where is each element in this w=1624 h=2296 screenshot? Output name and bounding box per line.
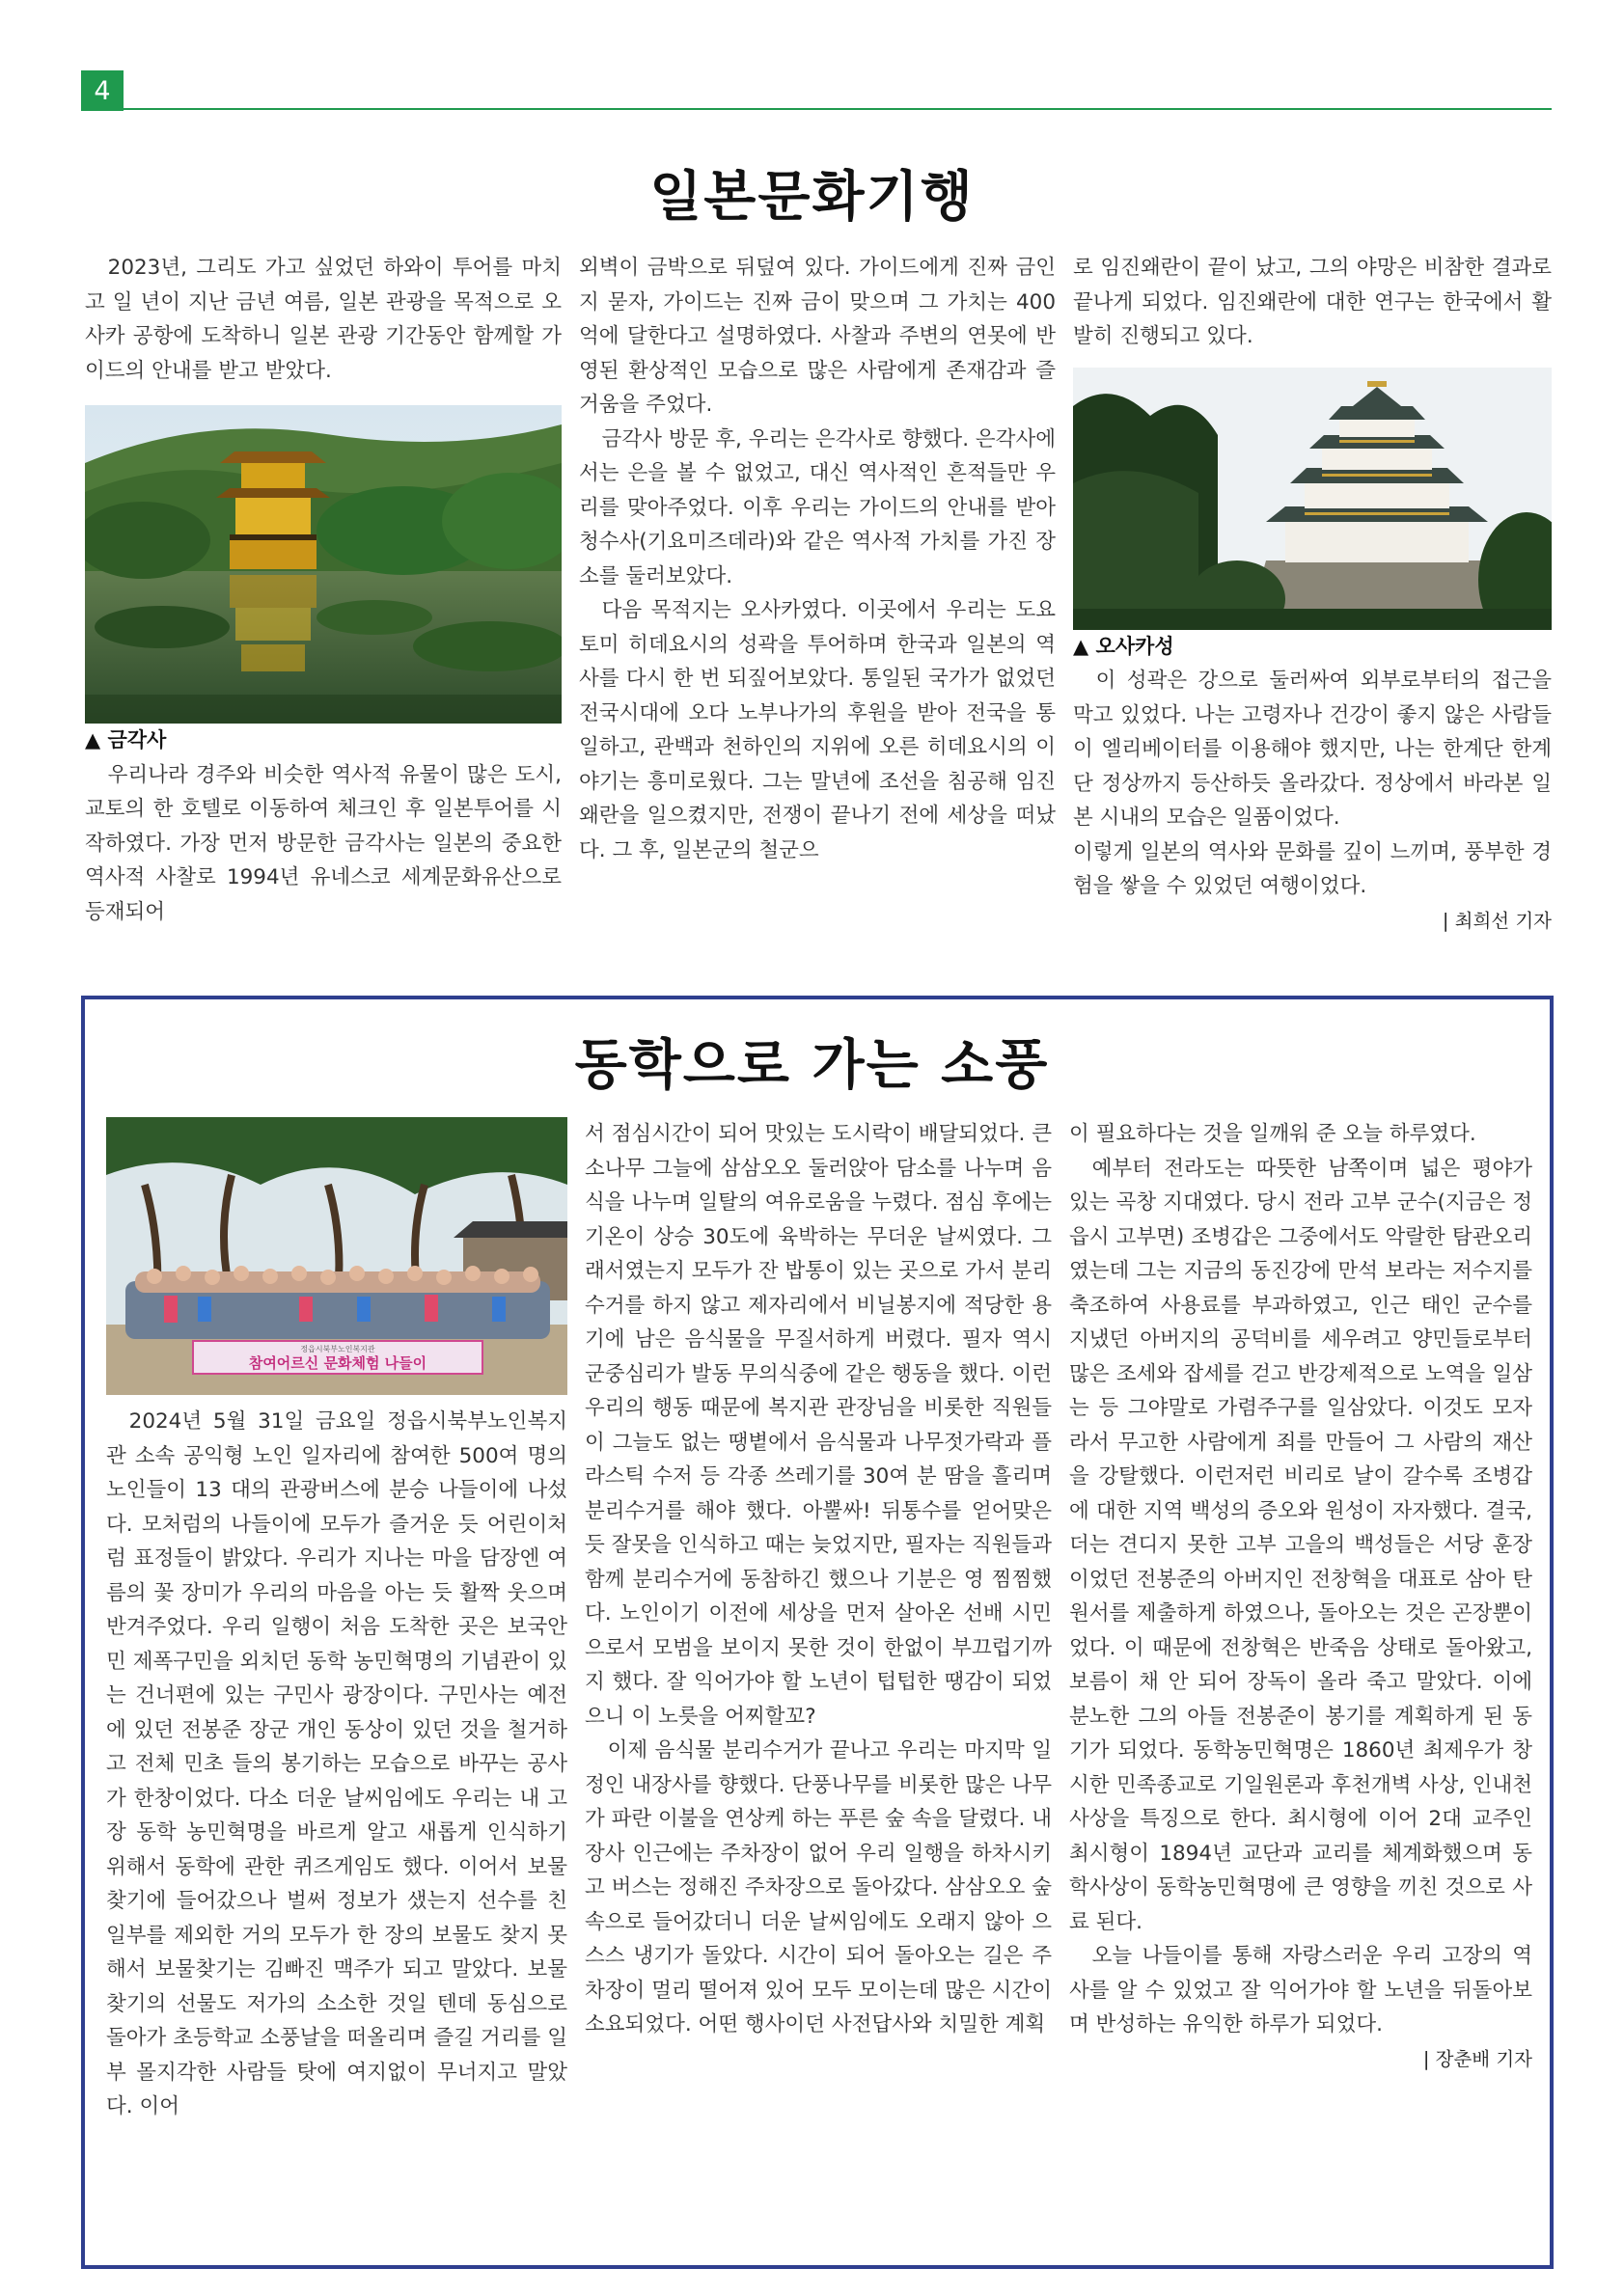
group-outing-photo	[106, 1117, 567, 1395]
article1-paragraph: 이렇게 일본의 역사와 문화를 깊이 느끼며, 풍부한 경험을 쌓을 수 있었던 여행이었다.	[1073, 839, 1552, 898]
article2-column-1	[106, 1117, 567, 2124]
header-rule	[124, 108, 1552, 110]
article1-paragraph: 로 임진왜란이 끝이 났고, 그의 야망은 비참한 결과로 끝나게 되었다. 임진왜란에 대한 연구는 한국에서 활발히 진행되고 있다.	[1073, 256, 1552, 348]
article1-byline: | 최희선 기자	[1442, 909, 1552, 932]
article1-title: 일본문화기행	[649, 166, 975, 229]
article1-column-2	[579, 251, 1056, 867]
article2-column-3	[1069, 1117, 1532, 2076]
article1-column-1	[85, 251, 562, 929]
banner-text: 참여어르신 문화체험 나들이	[248, 1354, 427, 1372]
article2-column-2	[585, 1117, 1052, 2042]
article2-paragraph: 예부터 전라도는 따뜻한 남쪽이며 넓은 평야가 있는 곡창 지대였다. 당시 전라 고부 군수(지금은 정읍시 고부면) 조병갑은 그중에서도 악랄한 탐관오리였는데 그는 지금의 동진강에 만석 보라는 저수지를 축조하여 사용료를 부과하였고, 인근 태인 군수를 지냈던 아버지의 공덕비를 세우려고 양민들로부터 많은 조세와 잡세를 걷고 반강제적으로 노역을 일삼는 등 그야말로 가렴주구를 일삼았다. 이것도 모자라서 무고한 사람에게 죄를 만들어 그 사람의 재산을 강탈했다. 이런저런 비리로 날이 갈수록 조병갑에 대한 지역 백성의 증오와 원성이 자자했다. 결국, 더는 견디지 못한 고부 고을의 백성들은 서당 훈장이었던 전봉준의 아버지인 전창혁을 대표로 삼아 탄원서를 제출하게 하였으나, 돌아오는 것은 곤장뿐이었다. 이 때문에 전창혁은 반죽음 상태로 돌아왔고, 보름이 채 안 되어 장독이 올라 죽고 말았다. 이에 분노한 그의 아들 전봉준이 봉기를 계획하게 된 동기가 되었다. 동학농민혁명은 1860년 최제우가 창시한 민족종교로 기일원론과 후천개벽 사상, 인내천 사상을 특징으로 한다. 최시형에 이어 2대 교주인 최시형이 1894년 교단과 교리를 체계화했으며 동학사상이 동학농민혁명에 큰 영향을 끼친 것으로 사료 된다.	[1069, 1156, 1532, 1934]
article1-column-3	[1073, 251, 1552, 938]
banner-small-text: 정읍시북부노인복지관	[300, 1345, 375, 1353]
article2-byline: | 장춘배 기자	[1422, 2047, 1532, 2070]
article1-paragraph: 우리나라 경주와 비슷한 역사적 유물이 많은 도시, 교토의 한 호텔로 이동하여 체크인 후 일본투어를 시작하였다. 가장 먼저 방문한 금각사는 일본의 중요한 역사적 사찰로 1994년 유네스코 세계문화유산으로 등재되어	[85, 762, 562, 924]
article1-paragraph: 금각사 방문 후, 우리는 은각사로 향했다. 은각사에서는 은을 볼 수 없었고, 대신 역사적인 흔적들만 우리를 맞아주었다. 이후 우리는 가이드의 안내를 받아 청수사(기요미즈데라)와 같은 역사적 가치를 가진 장소를 둘러보았다.	[579, 426, 1056, 588]
article2-paragraph: 오늘 나들이를 통해 자랑스러운 우리 고장의 역사를 알 수 있었고 잘 익어가야 할 노년을 뒤돌아보며 반성하는 유익한 하루가 되었다.	[1069, 1944, 1532, 2036]
article2-paragraph: 이제 음식물 분리수거가 끝나고 우리는 마지막 일정인 내장사를 향했다. 단풍나무를 비롯한 많은 나무가 파란 이불을 연상케 하는 푸른 숲 속을 달렸다. 내장사 인근에는 주차장이 없어 우리 일행을 하차시키고 버스는 정해진 주차장으로 돌아갔다. 삼삼오오 숲 속으로 들어갔더니 더운 날씨임에도 오래지 않아 으스스 냉기가 돌았다. 시간이 되어 돌아오는 길은 주차장이 멀리 떨어져 있어 모두 모이는데 많은 시간이 소요되었다. 어떤 행사이던 사전답사와 치밀한 계획	[585, 1738, 1052, 2036]
osaka-castle-photo	[1073, 368, 1552, 630]
photo-caption: ▲ 오사카성	[1073, 634, 1174, 658]
article2-title: 동학으로 가는 소풍	[574, 1034, 1050, 1097]
article2-paragraph: 2024년 5월 31일 금요일 정읍시북부노인복지관 소속 공익형 노인 일자리에 참여한 500여 명의 노인들이 13 대의 관광버스에 분승 나들이에 나섰다. 모처럼의 나들이에 모두가 즐거운 듯 어린이처럼 표정들이 밝았다. 우리가 지나는 마을 담장엔 여름의 꽃 장미가 우리의 마음을 아는 듯 활짝 웃으며 반겨주었다. 우리 일행이 처음 도착한 곳은 보국안민 제폭구민을 외치던 동학 농민혁명의 기념관이 있는 건너편에 있는 구민사 광장이다. 구민사는 예전에 있던 전봉준 장군 개인 동상이 있던 것을 철거하고 전체 민초 들의 봉기하는 모습으로 바꾸는 공사가 한창이었다. 다소 더운 날씨임에도 우리는 내 고장 동학 농민혁명을 바르게 알고 새롭게 인식하기 위해서 동학에 관한 퀴즈게임도 했다. 이어서 보물찾기에 들어갔으나 벌써 정보가 샜는지 선수를 친 일부를 제외한 거의 모두가 한 장의 보물도 찾지 못해서 보물찾기는 김빠진 맥주가 되고 말았다. 보물찾기의 선물도 저가의 소소한 것일 텐데 동심으로 돌아가 초등학교 소풍날을 떠올리며 즐길 거리를 일부 몰지각한 사람들 탓에 여지없이 무너지고 말았다. 이어	[106, 1409, 567, 2118]
article1-paragraph: 외벽이 금박으로 뒤덮여 있다. 가이드에게 진짜 금인지 묻자, 가이드는 진짜 금이 맞으며 그 가치는 400억에 달한다고 설명하였다. 사찰과 주변의 연못에 반영된 환상적인 모습으로 많은 사람에게 존재감과 즐거움을 주었다.	[579, 256, 1056, 417]
article2-paragraph: 서 점심시간이 되어 맛있는 도시락이 배달되었다. 큰 소나무 그늘에 삼삼오오 둘러앉아 담소를 나누며 음식을 나누며 일탈의 여유로움을 누렸다. 점심 후에는 기온이 상승 30도에 육박하는 무더운 날씨였다. 그래서였는지 모두가 잔 밥통이 있는 곳으로 가서 분리수거를 하지 않고 제자리에서 비닐봉지에 적당한 용기에 남은 음식물을 무질서하게 버렸다. 필자 역시 군중심리가 발동 무의식중에 같은 행동을 했다. 이런 우리의 행동 때문에 복지관 관장님을 비롯한 직원들이 그늘도 없는 땡볕에서 음식물과 나무젓가락과 플라스틱 수저 등 각종 쓰레기를 30여 분 땀을 흘리며 분리수거를 해야 했다. 아뿔싸! 뒤통수를 얻어맞은 듯 잘못을 인식하고 때는 늦었지만, 필자는 직원들과 함께 분리수거에 동참하긴 했으나 기분은 영 찜찜했다. 노인이기 이전에 세상을 먼저 살아온 선배 시민으로서 모범을 보이지 못한 것이 한없이 부끄럽기까지 했다. 잘 익어가야 할 노년이 텁텁한 땡감이 되었으니 이 노릇을 어찌할꼬?	[585, 1122, 1052, 1729]
article2-paragraph: 이 필요하다는 것을 일깨워 준 오늘 하루였다.	[1069, 1122, 1476, 1146]
photo-caption: ▲ 금각사	[85, 728, 167, 752]
article1-paragraph: 2023년, 그리도 가고 싶었던 하와이 투어를 마치고 일 년이 지난 금년 여름, 일본 관광을 목적으로 오사카 공항에 도착하니 일본 관광 기간동안 함께할 가이드의 안내를 받고 받았다.	[85, 256, 562, 383]
article1-paragraph: 이 성곽은 강으로 둘러싸여 외부로부터의 접근을 막고 있었다. 나는 고령자나 건강이 좋지 않은 사람들이 엘리베이터를 이용해야 했지만, 나는 한계단 한계단 정상까지 등산하듯 올라갔다. 정상에서 바라본 일본 시내의 모습은 일품이었다.	[1073, 669, 1552, 830]
article1-paragraph: 다음 목적지는 오사카였다. 이곳에서 우리는 도요토미 히데요시의 성곽을 투어하며 한국과 일본의 역사를 다시 한 번 되짚어보았다. 통일된 국가가 없었던 전국시대에 오다 노부나가의 후원을 받아 전국을 통일하고, 관백과 천하인의 지위에 오른 히데요시의 이야기는 흥미로웠다. 그는 말년에 조선을 침공해 임진왜란을 일으켰지만, 전쟁이 끝나기 전에 세상을 떠났다. 그 후, 일본군의 철군으	[579, 598, 1056, 862]
golden-pavilion-photo	[85, 405, 562, 724]
page-number: 4	[81, 70, 124, 111]
